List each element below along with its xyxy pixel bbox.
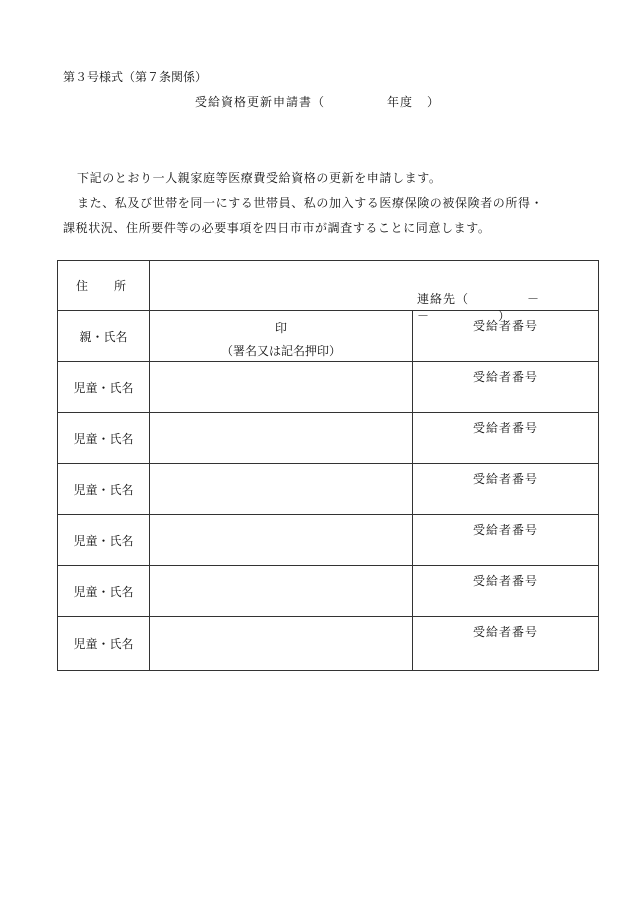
child-recipient-number-field[interactable] [413,362,599,413]
child-recipient-number-field[interactable] [413,566,599,617]
child-name-field[interactable] [150,362,413,413]
parent-name-label: 親・氏名 [58,311,150,362]
recipient-number-label: 受給者番号 [472,625,538,639]
address-label: 住 所 [76,279,129,293]
title-year-suffix: 年度 [387,95,414,109]
child-name-field[interactable] [150,464,413,515]
child-name-field[interactable] [150,617,413,671]
child-row [58,617,599,671]
title-close: ） [427,95,441,109]
parent-name-field[interactable] [150,311,413,362]
child-name-label: 児童・氏名 [58,566,150,617]
recipient-number-label: 受給者番号 [472,319,538,333]
application-table [57,260,599,671]
document-title [195,93,440,110]
paragraph-application: 下記のとおり一人親家庭等医療費受給資格の更新を申請します。 [77,171,442,185]
child-row [58,464,599,515]
recipient-number-label: 受給者番号 [472,421,538,435]
child-name-label: 児童・氏名 [58,413,150,464]
child-row [58,413,599,464]
sign-note: （署名又は記名押印） [220,344,341,358]
child-row [58,566,599,617]
child-name-label: 児童・氏名 [58,515,150,566]
recipient-number-label: 受給者番号 [472,574,538,588]
child-recipient-number-field[interactable] [413,413,599,464]
stamp-label: 印 [274,321,287,335]
child-row [58,362,599,413]
child-recipient-number-field[interactable] [413,617,599,671]
child-name-label: 児童・氏名 [58,464,150,515]
child-name-field[interactable] [150,413,413,464]
child-name-label: 児童・氏名 [58,617,150,671]
child-name-label: 児童・氏名 [58,362,150,413]
recipient-number-label: 受給者番号 [472,523,538,537]
recipient-number-label: 受給者番号 [472,472,538,486]
child-recipient-number-field[interactable] [413,464,599,515]
contact-field: 連絡先（ －－ ） [417,292,541,323]
paragraph-consent-line-1: また、私及び世帯を同一にする世帯員、私の加入する医療保険の被保険者の所得・ [77,196,544,210]
child-recipient-number-field[interactable] [413,515,599,566]
recipient-number-label: 受給者番号 [472,370,538,384]
form-number: 第３号様式（第７条関係） [63,70,208,84]
address-label-cell [58,261,150,311]
parent-row [58,311,599,362]
address-row [58,261,599,311]
address-field[interactable] [150,261,599,323]
child-name-field[interactable] [150,515,413,566]
title-main: 受給資格更新申請書（ [195,95,326,109]
paragraph-consent-line-2: 課税状況、住所要件等の必要事項を四日市市が調査することに同意します。 [63,221,491,235]
child-name-field[interactable] [150,566,413,617]
child-row [58,515,599,566]
parent-recipient-number-field[interactable] [413,311,599,362]
